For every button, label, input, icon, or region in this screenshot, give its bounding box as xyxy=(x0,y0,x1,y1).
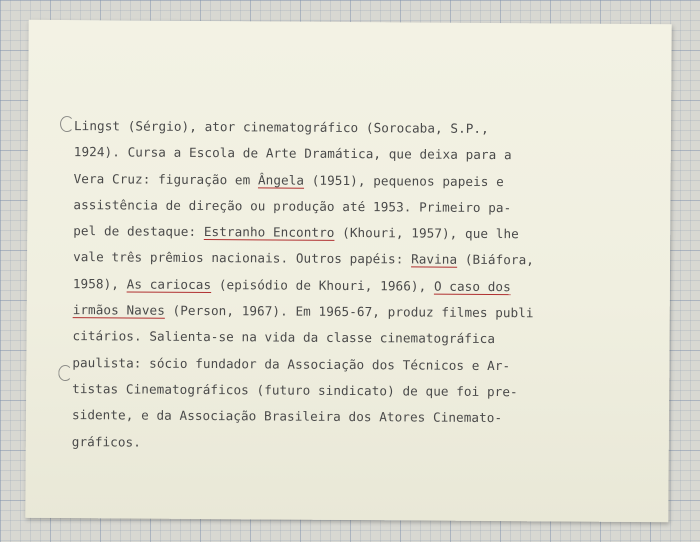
text-segment: (Khouri, 1957), que lhe xyxy=(334,225,519,242)
text-line xyxy=(74,139,634,169)
text-segment: paulista: sócio fundador da Associação dos Técnicos e Ar- xyxy=(72,354,511,373)
punch-hole-bottom xyxy=(58,365,72,381)
text-line xyxy=(72,350,632,380)
text-line xyxy=(73,245,633,275)
film-title: As cariocas xyxy=(126,276,212,292)
text-segment: 1958), xyxy=(72,275,127,292)
text-line xyxy=(74,113,634,143)
index-card xyxy=(25,20,671,522)
text-line xyxy=(73,218,633,248)
film-title: Ravina xyxy=(411,251,458,268)
film-title: Ângela xyxy=(257,171,305,188)
punch-hole-top xyxy=(60,116,74,132)
text-segment: (Biáfora, xyxy=(457,252,535,268)
text-segment: (1951), pequenos papeis e xyxy=(304,172,504,189)
text-segment: tistas Cinematográficos (futuro sindicato) de que foi pre- xyxy=(72,381,518,400)
typewritten-text xyxy=(72,113,634,459)
text-segment: (Person, 1967). Em 1965-67, produz filmes publi xyxy=(164,302,534,321)
text-segment: 1924). Cursa a Escola de Arte Dramática, que deixa para a xyxy=(73,144,512,163)
text-line xyxy=(72,376,632,406)
text-segment: Vera Cruz: figuração em xyxy=(73,170,259,187)
text-line xyxy=(72,323,632,353)
text-segment: sidente, e da Associação Brasileira dos Atores Cinemato- xyxy=(71,407,503,426)
text-segment: Lingst (Sérgio), ator cinematográfico (Sorocaba, S.P., xyxy=(73,118,489,136)
film-title: irmãos Naves xyxy=(72,302,165,318)
film-title: Estranho Encontro xyxy=(203,224,335,241)
text-segment: vale três prêmios nacionais. Outros papéis: xyxy=(73,249,412,267)
text-line xyxy=(72,429,632,459)
text-segment: pel de destaque: xyxy=(73,223,204,240)
text-segment: gráficos. xyxy=(71,433,141,450)
text-line xyxy=(73,192,633,222)
film-title: O caso dos xyxy=(433,278,511,294)
text-segment: citários. Salienta-se na vida da classe cinematográfica xyxy=(72,328,496,347)
text-segment: assistência de direção ou produção até 1953. Primeiro pa- xyxy=(73,196,512,216)
text-segment: (episódio de Khouri, 1966), xyxy=(211,276,435,294)
text-line xyxy=(73,271,633,301)
text-line xyxy=(72,402,632,432)
text-line xyxy=(73,297,633,327)
text-line xyxy=(74,166,634,196)
